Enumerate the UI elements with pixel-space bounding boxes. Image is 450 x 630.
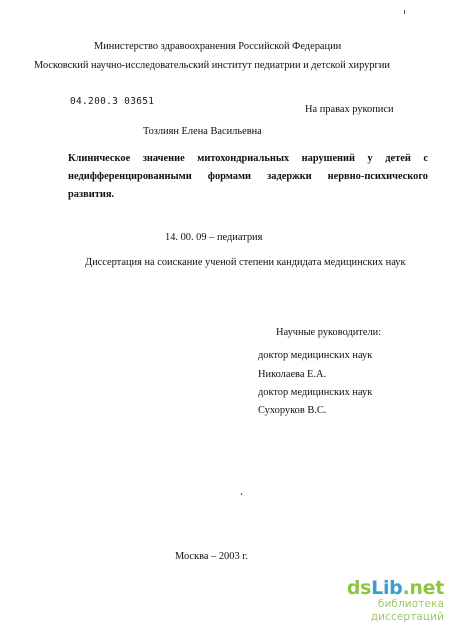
dissertation-title: Клиническое значение митохондриальных нарушений у детей с недифференцированными формами задержки нервно-психического развития. — [68, 153, 428, 200]
logo-part-lib: Lib — [371, 577, 403, 599]
advisor-degree: доктор медицинских наук — [258, 350, 373, 361]
degree-statement: Диссертация на соискание ученой степени кандидата медицинских наук — [85, 257, 406, 268]
advisor-name: Николаева Е.А. — [258, 369, 327, 380]
institute-heading: Московский научно-исследовательский институт педиатрии и детской хирургии — [34, 60, 390, 71]
dslib-subtitle: библиотека диссертаций — [370, 598, 444, 623]
author-name: Тозлиян Елена Васильевна — [143, 126, 262, 137]
advisors-label: Научные руководители: — [276, 327, 382, 338]
dslib-watermark[interactable] — [329, 578, 444, 624]
rights-note: На правах рукописи — [305, 104, 394, 115]
specialty-code: 14. 00. 09 – педиатрия — [165, 232, 263, 243]
logo-part-ds: ds — [346, 577, 372, 599]
scan-dot — [241, 493, 242, 495]
dslib-logo — [329, 578, 444, 598]
advisor-degree: доктор медицинских наук — [258, 387, 373, 398]
scan-mark — [404, 10, 405, 14]
registration-number: 04.200.3 03651 — [70, 96, 155, 107]
city-year: Москва – 2003 г. — [175, 551, 248, 562]
logo-part-net: .net — [402, 577, 444, 599]
ministry-heading: Министерство здравоохранения Российской Федерации — [94, 41, 342, 52]
advisor-name: Сухоруков В.С. — [258, 405, 327, 416]
